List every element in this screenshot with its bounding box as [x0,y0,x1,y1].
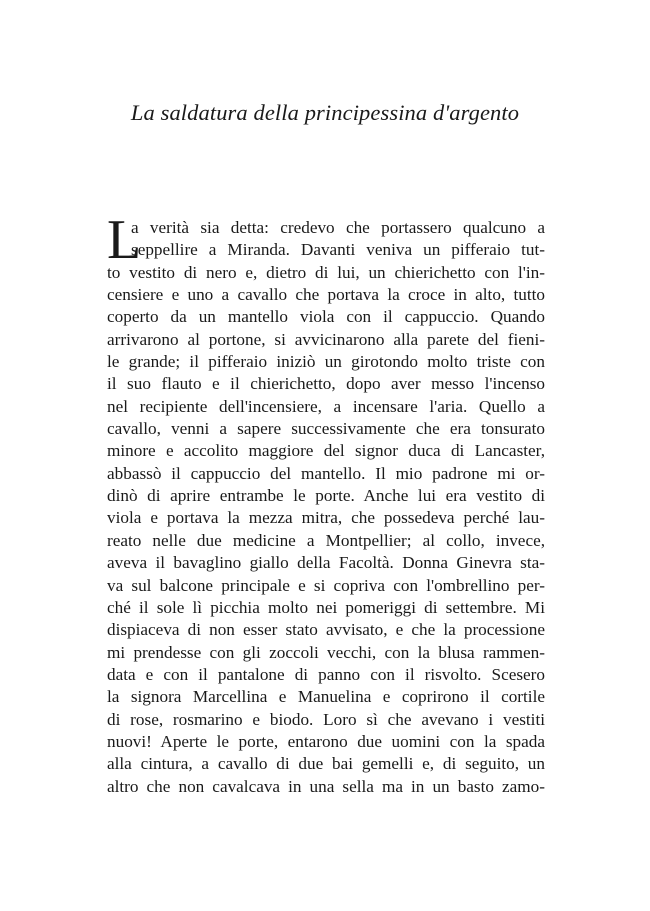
text-line: to vestito di nero e, dietro di lui, un chierichetto con l'in- [107,262,545,282]
text-line: censiere e uno a cavallo che portava la croce in alto, tutto [107,285,545,305]
text-line: va sul balcone principale e si copriva con l'ombrellino per- [107,575,545,595]
text-line: di rose, rosmarino e biodo. Loro sì che avevano i vestiti [107,709,545,729]
text-line: data e con il pantalone di panno con il risvolto. Scesero [107,664,545,684]
chapter-title: La saldatura della principessina d'argento [130,100,520,125]
text-line: le grande; il pifferaio iniziò un girotondo molto triste con [107,352,545,372]
text-line: seppellire a Miranda. Davanti veniva un pifferaio tut- [131,240,545,260]
text-line: cavallo, venni a sapere successivamente che era tonsurato [107,419,545,439]
text-line: viola e portava la mezza mitra, che possedeva perché lau- [107,508,545,528]
text-line: nel recipiente dell'incensiere, a incensare l'aria. Quello a [107,396,545,416]
text-line: a verità sia detta: credevo che portassero qualcuno a [131,218,545,237]
drop-cap: L [107,209,142,271]
body-text [107,209,545,798]
text-line: coperto da un mantello viola con il cappuccio. Quando [107,307,545,327]
text-line: aveva il bavaglino giallo della Facoltà. Donna Ginevra sta- [107,553,545,573]
text-line: nuovi! Aperte le porte, entarono due uomini con la spada [107,731,545,751]
text-line: arrivarono al portone, si avvicinarono alla parete del fieni- [107,329,545,349]
text-line: dinò di aprire entrambe le porte. Anche lui era vestito di [107,486,545,506]
text-line: il suo flauto e il chierichetto, dopo aver messo l'incenso [107,374,545,394]
text-line: reato nelle due medicine a Montpellier; al collo, invece, [107,530,545,550]
text-line: la signora Marcellina e Manuelina e coprirono il cortile [107,687,545,707]
text-line: altro che non cavalcava in una sella ma in un basto zamo- [107,776,545,796]
text-line: alla cintura, a cavallo di due bai gemelli e, di seguito, un [107,754,545,774]
text-line: dispiaceva di non esser stato avvisato, e che la processione [107,620,545,640]
text-line: mi prendesse con gli zoccoli vecchi, con la blusa rammen- [107,642,545,662]
text-line: abbassò il cappuccio del mantello. Il mio padrone mi or- [107,463,545,483]
text-line: minore e accolito maggiore del signor duca di Lancaster, [107,441,545,461]
text-line: ché il sole lì picchia molto nei pomeriggi di settembre. Mi [107,597,545,617]
